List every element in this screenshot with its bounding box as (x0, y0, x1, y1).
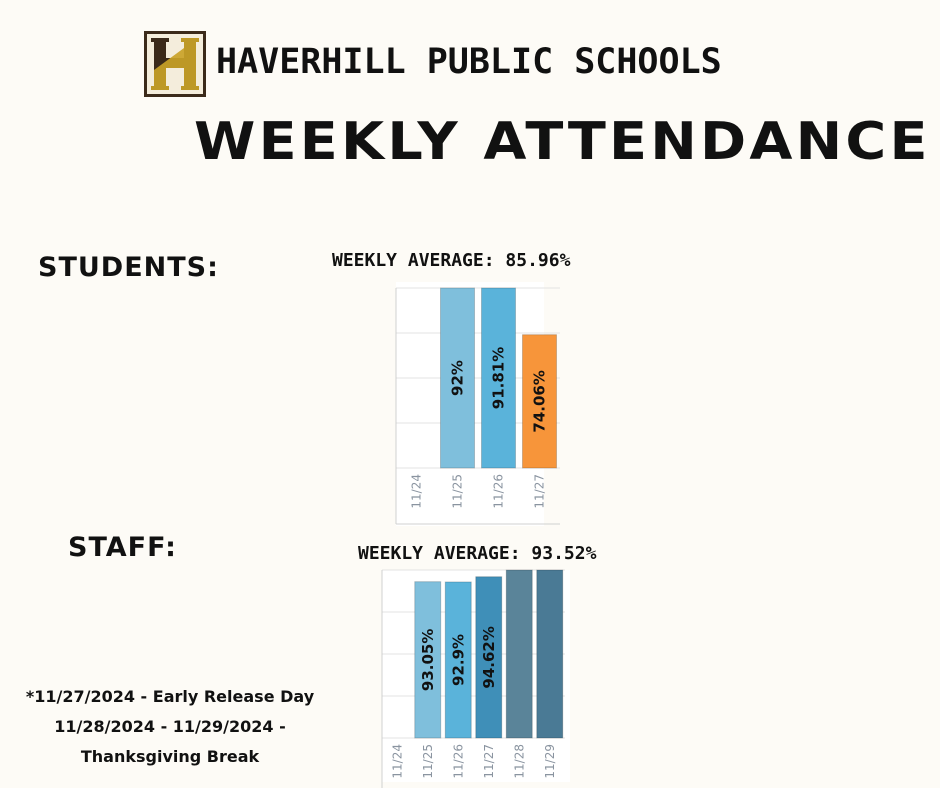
staff-attendance-chart (382, 570, 570, 782)
haverhill-h-logo (143, 30, 207, 98)
bar-11-28 (506, 570, 532, 738)
tick-label-11-29: 11/29 (542, 744, 557, 779)
bar-11-29 (537, 570, 563, 738)
notes (0, 682, 340, 772)
data-label-11-27: 74.06% (530, 370, 549, 433)
tick-label-11-24: 11/24 (409, 474, 424, 509)
svg-text:H: H (175, 69, 177, 71)
data-label-11-27: 94.62% (479, 626, 498, 689)
data-label-11-26: 91.81% (489, 346, 508, 410)
page-title: WEEKLY ATTENDANCE (194, 112, 931, 172)
tick-label-11-27: 11/27 (532, 474, 547, 509)
staff-weekly-average: WEEKLY AVERAGE: 93.52% (358, 543, 597, 564)
note-break-dates: 11/28/2024 - 11/29/2024 - (54, 717, 286, 736)
students-label: STUDENTS: (38, 252, 219, 283)
tick-label-11-24: 11/24 (390, 744, 405, 779)
tick-label-11-28: 11/28 (512, 744, 527, 779)
students-attendance-chart (396, 282, 549, 526)
tick-label-11-26: 11/26 (451, 744, 466, 779)
tick-label-11-25: 11/25 (420, 744, 435, 779)
header (0, 28, 940, 100)
tick-label-11-26: 11/26 (491, 474, 506, 509)
data-label-11-25: 92% (448, 360, 467, 396)
district-name: HAVERHILL PUBLIC SCHOOLS (216, 42, 722, 82)
staff-label: STAFF: (68, 532, 177, 563)
note-early-release: *11/27/2024 - Early Release Day (25, 687, 315, 706)
data-label-11-26: 92.9% (449, 633, 468, 686)
tick-label-11-27: 11/27 (481, 744, 496, 779)
tick-label-11-25: 11/25 (450, 474, 465, 509)
note-thanksgiving: Thanksgiving Break (80, 747, 260, 766)
students-weekly-average: WEEKLY AVERAGE: 85.96% (332, 250, 571, 271)
data-label-11-25: 93.05% (418, 628, 437, 692)
